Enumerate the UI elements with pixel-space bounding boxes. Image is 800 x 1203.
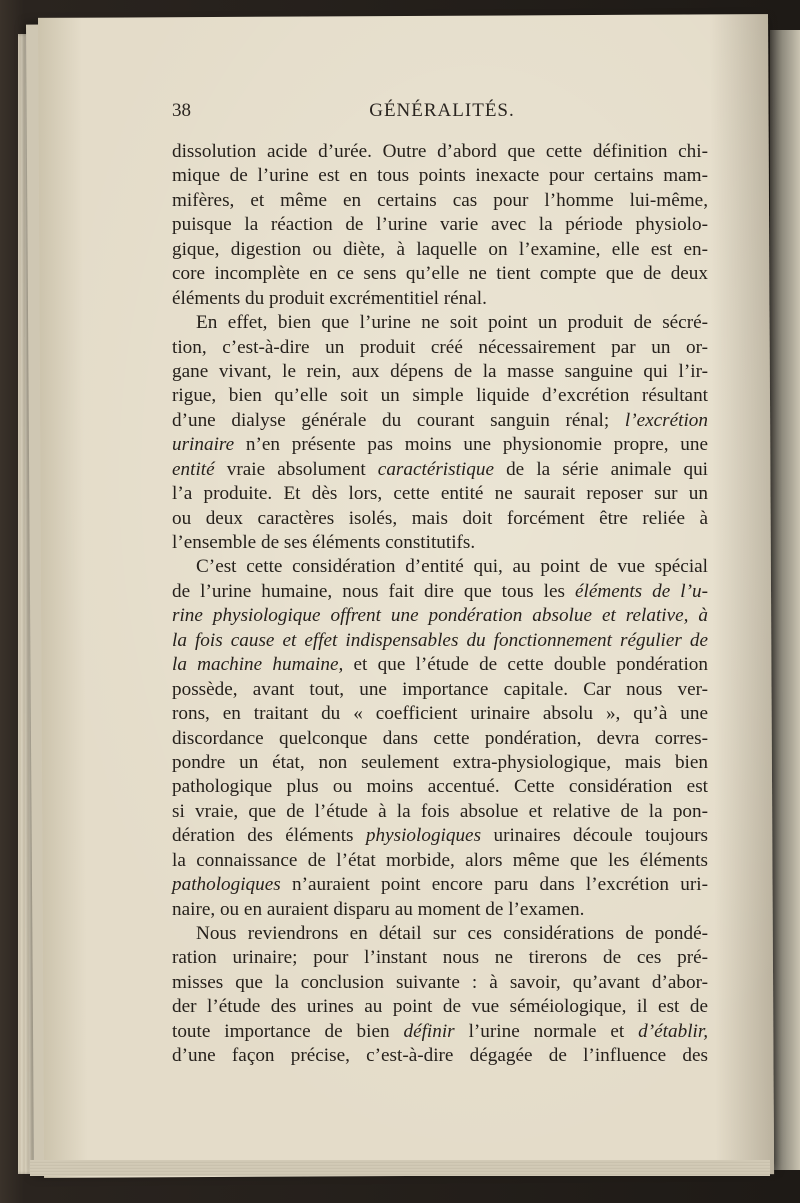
text-segment: rons, en traitant du « coefficient urinaire absolu », qu’à une bbox=[172, 703, 708, 725]
text-segment: dissolution acide d’urée. Outre d’abord que cette définition chi- bbox=[172, 141, 708, 162]
text-line bbox=[172, 775, 708, 799]
text-segment: l’ensemble de ses éléments constitutifs. bbox=[172, 532, 476, 553]
text-segment: urinaires découle toujours bbox=[481, 825, 709, 847]
italic-segment: éléments de l’u- bbox=[575, 580, 708, 602]
text-line bbox=[172, 873, 708, 897]
italic-segment: l’excrétion bbox=[624, 409, 708, 431]
text-segment: d’une façon précise, c’est-à-dire dégagée de l’influence des bbox=[172, 1045, 708, 1067]
text-segment: n’auraient point encore paru dans l’excrétion uri- bbox=[280, 874, 708, 896]
text-line bbox=[172, 238, 708, 262]
italic-segment: d’établir, bbox=[638, 1020, 708, 1042]
text-line bbox=[172, 433, 708, 457]
italic-segment: urinaire bbox=[172, 434, 235, 456]
italic-segment: physiologiques bbox=[365, 825, 482, 847]
text-line bbox=[172, 629, 708, 653]
text-segment: tion, c’est-à-dire un produit créé nécessairement par un or- bbox=[172, 336, 708, 358]
text-line bbox=[172, 898, 708, 922]
text-line bbox=[172, 604, 708, 628]
text-line bbox=[172, 189, 708, 213]
text-line bbox=[172, 971, 708, 995]
text-line bbox=[172, 384, 708, 408]
text-segment: ration urinaire; pour l’instant nous ne tirerons de ces pré- bbox=[172, 947, 708, 969]
text-segment: n’en présente pas moins une physionomie propre, une bbox=[234, 434, 708, 456]
text-line bbox=[172, 409, 708, 433]
text-line bbox=[172, 678, 708, 702]
text-segment: mique de l’urine est en tous points inexacte pour certains mam- bbox=[172, 165, 708, 187]
text-line bbox=[172, 287, 708, 311]
text-segment: éléments du produit excrémentitiel rénal. bbox=[172, 287, 487, 309]
text-segment: misses que la conclusion suivante : à savoir, qu’avant d’abor- bbox=[172, 971, 708, 993]
text-line bbox=[172, 653, 708, 677]
text-segment: la connaissance de l’état morbide, alors même que les éléments bbox=[172, 849, 708, 871]
bottom-page-edges bbox=[30, 1160, 770, 1176]
page-header bbox=[172, 100, 712, 128]
text-line bbox=[172, 262, 708, 286]
text-line bbox=[172, 164, 708, 188]
text-line bbox=[172, 482, 708, 506]
text-line bbox=[172, 507, 708, 531]
text-line bbox=[172, 458, 708, 482]
text-line bbox=[172, 946, 708, 970]
body-text bbox=[172, 140, 708, 1069]
text-line bbox=[172, 580, 708, 604]
italic-segment: rine physiologique offrent une pondération absolue et relative, à bbox=[172, 605, 708, 627]
running-head: GÉNÉRALITÉS. bbox=[369, 100, 515, 121]
text-line bbox=[172, 751, 708, 775]
italic-segment: entité bbox=[172, 458, 215, 480]
italic-segment: la fois cause et effet indispensables du fonctionnement régulier de bbox=[172, 629, 708, 651]
text-segment: En effet, bien que l’urine ne soit point un produit de sécré- bbox=[196, 312, 708, 334]
text-segment: C’est cette considération d’entité qui, au point de vue spécial bbox=[196, 556, 708, 578]
text-segment: toute importance de bien bbox=[172, 1020, 404, 1042]
text-segment: si vraie, que de l’étude à la fois absolue et relative de la pon- bbox=[172, 800, 708, 822]
text-segment: der l’étude des urines au point de vue séméiologique, il est de bbox=[172, 996, 708, 1018]
page-number: 38 bbox=[172, 100, 191, 121]
text-line bbox=[172, 727, 708, 751]
text-line bbox=[172, 311, 708, 335]
text-segment: vraie absolument bbox=[214, 458, 378, 480]
text-segment: pondre un état, non seulement extra-physiologique, mais bien bbox=[172, 751, 708, 773]
text-segment: ou deux caractères isolés, mais doit forcément être reliée à bbox=[172, 507, 708, 529]
text-segment: et que l’étude de cette double pondération bbox=[343, 654, 708, 676]
text-segment: Nous reviendrons en détail sur ces considérations de pondé- bbox=[196, 923, 708, 944]
text-segment: rigue, bien qu’elle soit un simple liquide d’excrétion résultant bbox=[172, 385, 708, 407]
text-segment: naire, ou en auraient disparu au moment de l’examen. bbox=[172, 898, 585, 920]
text-line bbox=[172, 1044, 708, 1068]
italic-segment: la machine humaine, bbox=[172, 654, 344, 676]
facing-page-edge bbox=[770, 30, 800, 1170]
text-segment: d’une dialyse générale du courant sanguin rénal; bbox=[172, 409, 625, 431]
text-segment: de l’urine humaine, nous fait dire que tous les bbox=[172, 580, 575, 602]
text-segment: dération des éléments bbox=[172, 825, 366, 847]
text-line bbox=[172, 922, 708, 946]
text-line bbox=[172, 702, 708, 726]
text-line bbox=[172, 849, 708, 873]
text-line bbox=[172, 800, 708, 824]
text-line bbox=[172, 336, 708, 360]
text-segment: possède, avant tout, une importance capitale. Car nous ver- bbox=[172, 678, 708, 700]
text-line bbox=[172, 140, 708, 164]
text-line bbox=[172, 555, 708, 579]
italic-segment: définir bbox=[403, 1020, 455, 1042]
text-segment: de la série animale qui bbox=[493, 458, 708, 480]
text-line bbox=[172, 360, 708, 384]
text-line bbox=[172, 213, 708, 237]
text-segment: discordance quelconque dans cette pondération, devra corres- bbox=[172, 727, 708, 749]
italic-segment: caractéristique bbox=[377, 458, 494, 480]
text-segment: gane vivant, le rein, aux dépens de la masse sanguine qui l’ir- bbox=[172, 360, 708, 382]
text-segment: puisque la réaction de l’urine varie avec la période physiolo- bbox=[172, 214, 708, 236]
text-segment: l’a produite. Et dès lors, cette entité ne saurait reposer sur un bbox=[172, 483, 708, 505]
text-segment: l’urine normale et bbox=[454, 1020, 639, 1042]
text-line bbox=[172, 995, 708, 1019]
text-line bbox=[172, 1020, 708, 1044]
text-line bbox=[172, 531, 708, 555]
text-segment: gique, digestion ou diète, à laquelle on l’examine, elle est en- bbox=[172, 238, 708, 260]
text-segment: pathologique plus ou moins accentué. Cette considération est bbox=[172, 776, 708, 798]
text-line bbox=[172, 824, 708, 848]
text-segment: mifères, et même en certains cas pour l’homme lui-même, bbox=[172, 189, 708, 211]
italic-segment: pathologiques bbox=[172, 874, 281, 896]
text-segment: core incomplète en ce sens qu’elle ne tient compte que de deux bbox=[172, 263, 708, 285]
